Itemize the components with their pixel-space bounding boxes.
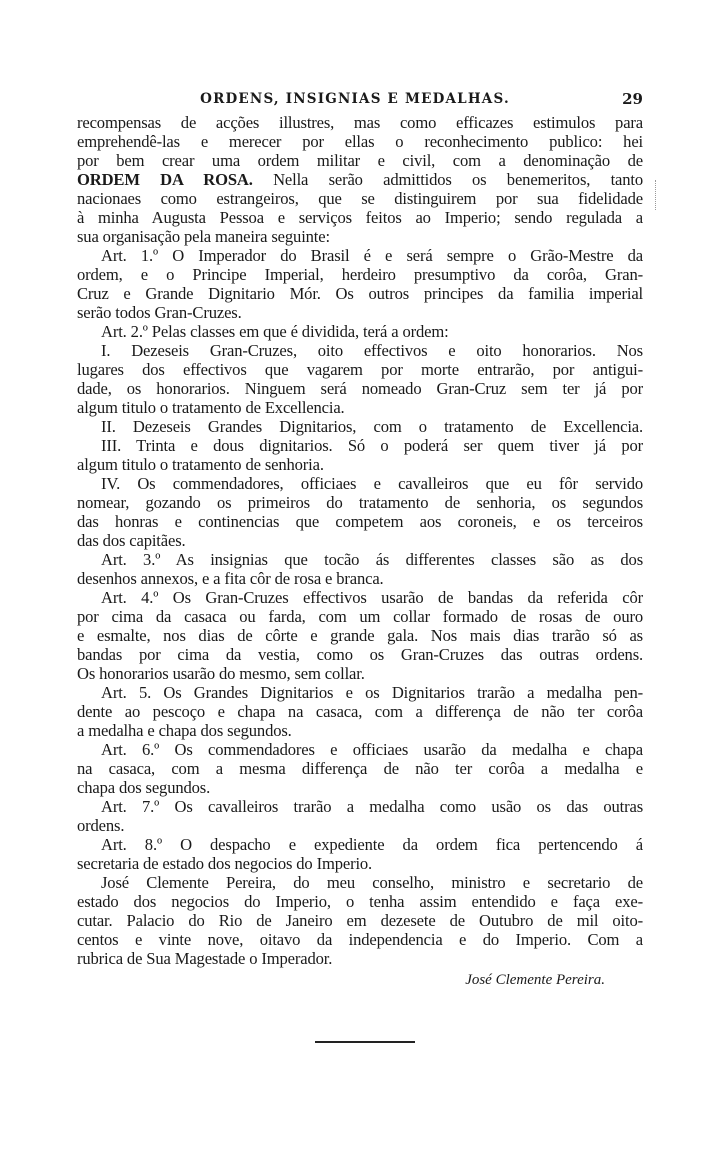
running-head [77, 88, 643, 110]
order-name: ORDEM DA ROSA. [77, 170, 253, 189]
body-text [77, 113, 643, 992]
text-line: a medalha e chapa dos segundos. [77, 721, 292, 740]
text-line: emprehendê-las e merecer por ellas o reconhecimento publico: hei [77, 132, 643, 151]
text-line: das honras e continencias que competem aos coroneis, e os terceiros [77, 512, 643, 531]
text-line: Cruz e Grande Dignitario Mór. Os outros principes da familia imperial [77, 284, 643, 303]
text-line: Os honorarios usarão do mesmo, sem collar. [77, 664, 365, 683]
text-line: algum titulo o tratamento de Excellencia. [77, 398, 345, 417]
text-line: algum titulo o tratamento de senhoria. [77, 455, 324, 474]
text-line: IV. Os commendadores, officiaes e cavalleiros que eu fôr servido [101, 474, 643, 493]
text-line: lugares dos effectivos que vagarem por morte entrarão, por antigui- [77, 360, 643, 379]
text-line: III. Trinta e dous dignitarios. Só o poderá ser quem tiver já por [101, 436, 643, 455]
scan-edge-mark [655, 180, 658, 210]
text-line: chapa dos segundos. [77, 778, 211, 797]
text-line: I. Dezeseis Gran-Cruzes, oito effectivos e oito honorarios. Nos [101, 341, 643, 360]
text-line: Art. 8.º O despacho e expediente da ordem fica pertencendo á [101, 835, 643, 854]
text-line: na casaca, com a mesma differença de não ter corôa a medalha e [77, 759, 643, 778]
text-line: e esmalte, nos dias de côrte e grande gala. Nos mais dias trarão só as [77, 626, 643, 645]
text-line: por cima da casaca ou farda, com um collar formado de rosas de ouro [77, 607, 643, 626]
text-line: Art. 1.º O Imperador do Brasil é e será sempre o Grão-Mestre da [101, 246, 643, 265]
text-line: rubrica de Sua Magestade o Imperador. [77, 949, 333, 968]
text-line: recompensas de acções illustres, mas como efficazes estimulos para [77, 113, 643, 132]
text-line: cutar. Palacio do Rio de Janeiro em dezesete de Outubro de mil oito- [77, 911, 643, 930]
text-line: serão todos Gran-Cruzes. [77, 303, 242, 322]
text-line: Art. 2.º Pelas classes em que é dividida, terá a ordem: [101, 322, 449, 341]
text-line: estado dos negocios do Imperio, o tenha assim entendido e faça exe- [77, 892, 643, 911]
text-line: centos e vinte nove, oitavo da independencia e do Imperio. Com a [77, 930, 643, 949]
text-line: ordem, e o Principe Imperial, herdeiro presumptivo da corôa, Gran- [77, 265, 643, 284]
text-line: José Clemente Pereira, do meu conselho, ministro e secretario de [101, 873, 643, 892]
text-line: ORDEM DA ROSA. Nella serão admittidos os benemeritos, tanto [77, 170, 643, 189]
text-line: nomear, gozando os primeiros do tratamento de senhoria, os segundos [77, 493, 643, 512]
text-line: sua organisação pela maneira seguinte: [77, 227, 330, 246]
text-line: dade, os honorarios. Ninguem será nomeado Gran-Cruz sem ter já por [77, 379, 643, 398]
text-line: nacionaes como estrangeiros, que se distinguirem por sua fidelidade [77, 189, 643, 208]
text-line: Art. 6.º Os commendadores e officiaes usarão da medalha e chapa [101, 740, 643, 759]
section-end-rule [315, 1041, 415, 1043]
text-line: Art. 3.º As insignias que tocão ás differentes classes são as dos [101, 550, 643, 569]
text-line: secretaria de estado dos negocios do Imperio. [77, 854, 373, 873]
text-line: das dos capitães. [77, 531, 186, 550]
text-line: Art. 5. Os Grandes Dignitarios e os Dignitarios trarão a medalha pen- [101, 683, 643, 702]
text-line: dente ao pescoço e chapa na casaca, com a differença de não ter corôa [77, 702, 643, 721]
text-line: à minha Augusta Pessoa e serviços feitos ao Imperio; sendo regulada a [77, 208, 643, 227]
text-line: Art. 7.º Os cavalleiros trarão a medalha como usão os das outras [101, 797, 643, 816]
page-number: 29 [622, 90, 643, 108]
signature: José Clemente Pereira. [465, 972, 605, 988]
text-line: ordens. [77, 816, 125, 835]
text-line: por bem crear uma ordem militar e civil, com a denominação de [77, 151, 643, 170]
running-title: ORDENS, INSIGNIAS E MEDALHAS. [200, 91, 510, 107]
text-line: bandas por cima da vestia, como os Gran-Cruzes das outras ordens. [77, 645, 643, 664]
text-line: Art. 4.º Os Gran-Cruzes effectivos usarão de bandas da referida côr [101, 588, 643, 607]
text-line: II. Dezeseis Grandes Dignitarios, com o tratamento de Excellencia. [101, 417, 643, 436]
text-line: desenhos annexos, e a fita côr de rosa e branca. [77, 569, 384, 588]
